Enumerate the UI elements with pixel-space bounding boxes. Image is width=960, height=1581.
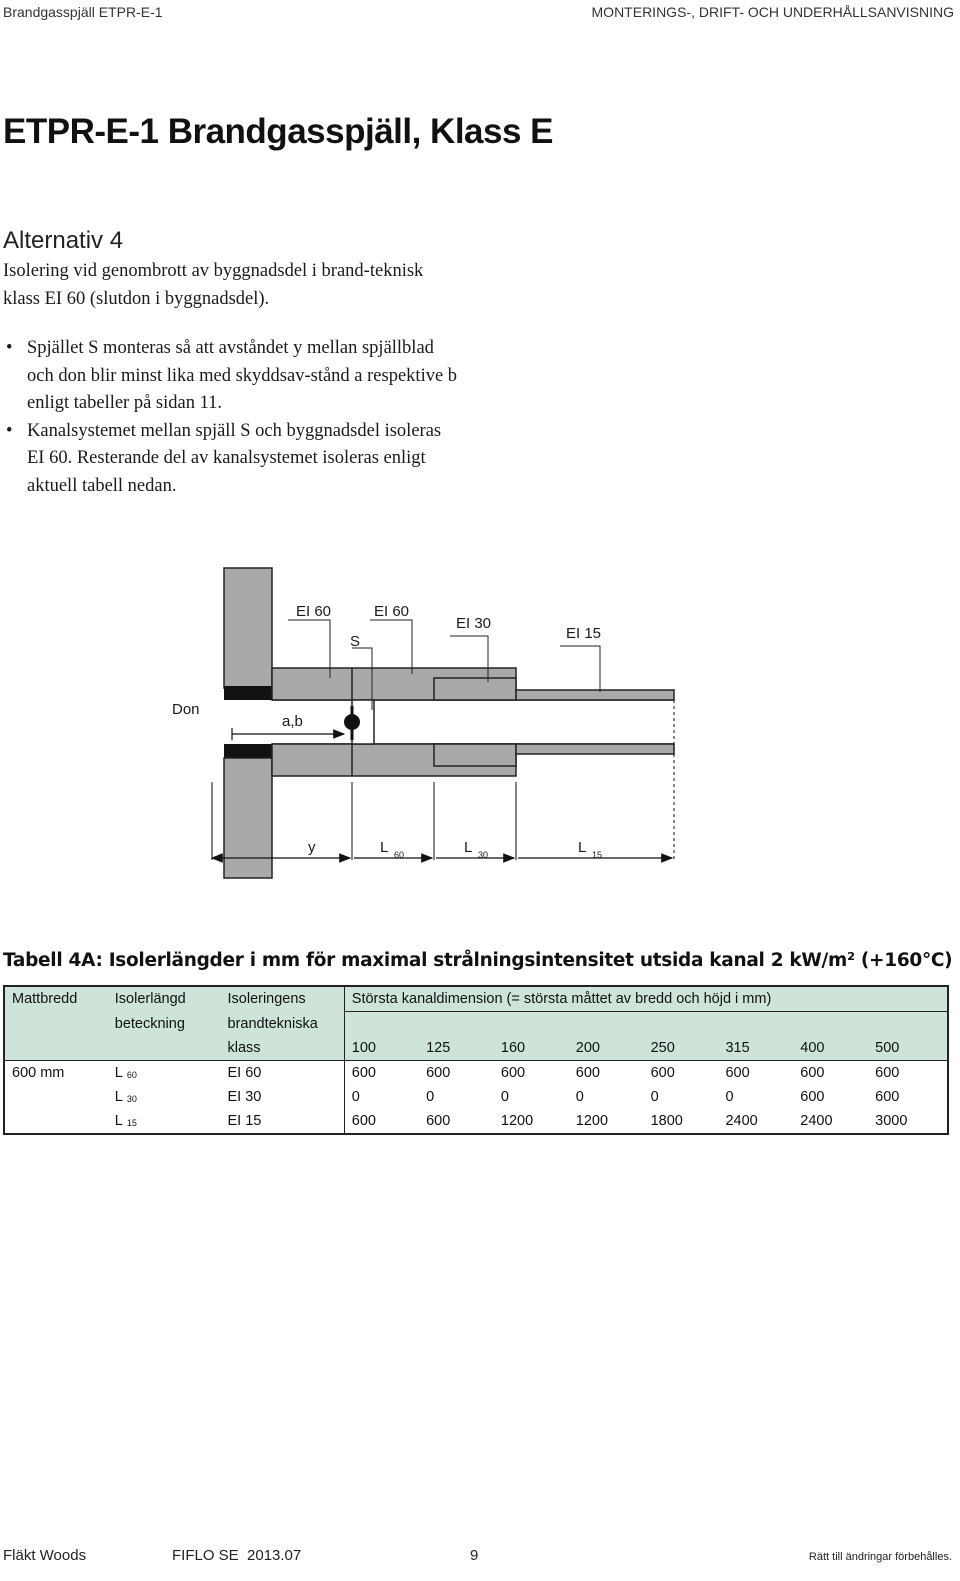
label-damper-s: S (350, 633, 361, 650)
header-dimension-label: Största kanaldimension (= största måttet av bredd och höjd i mm) (344, 986, 948, 1012)
cell-value: 600 (419, 1061, 494, 1086)
cell-value: 0 (650, 1089, 659, 1105)
cell-value: 600 (644, 1061, 719, 1086)
cell-value: 600 (718, 1061, 793, 1086)
dimension-header: 500 (868, 1036, 948, 1061)
label-l30: L (464, 839, 473, 856)
cell-value: 1200 (500, 1113, 534, 1129)
cell-value: 600 (569, 1061, 644, 1086)
header-doc-title: Brandgasspjäll ETPR-E-1 (3, 4, 163, 20)
instruction-item: • Spjället S monteras så att avståndet y mellan spjällblad och don blir minst lika med skyddsav-stånd a respektive b enligt tabeller på sidan 11. (3, 335, 463, 418)
cell-designation: L 60 (108, 1061, 221, 1086)
page-title: ETPR-E-1 Brandgasspjäll, Klass E (3, 112, 554, 151)
insulation-ei30 (434, 678, 516, 700)
cell-class: EI 60 (221, 1061, 345, 1086)
header-brandtekniska: brandtekniska (221, 1012, 345, 1037)
table-row (4, 1109, 948, 1134)
table-row (4, 1085, 948, 1109)
table-caption: Tabell 4A: Isolerlängder i mm för maximal strålningsintensitet utsida kanal 2 kW/m² (+160°C) (3, 950, 953, 971)
cell-value: 600 (494, 1061, 569, 1086)
cell-class: EI 15 (227, 1113, 262, 1129)
wall-lower (224, 758, 272, 878)
cell-value: 600 (800, 1089, 825, 1105)
wall-upper (224, 568, 272, 688)
dimension-header: 250 (644, 1036, 719, 1061)
table-header-row (4, 1036, 948, 1061)
cell-value: 3000 (875, 1113, 908, 1129)
label-l60-sub: 60 (394, 850, 405, 860)
label-ei60-first: EI 60 (296, 603, 332, 620)
footer-company: Fläkt Woods (3, 1547, 87, 1564)
cell-width: 600 mm (4, 1061, 108, 1086)
cell-value: 2400 (725, 1113, 758, 1129)
cell-value: 0 (344, 1085, 419, 1109)
dimension-header: 160 (494, 1036, 569, 1061)
cell-value: 600 (868, 1061, 948, 1086)
label-ei15: EI 15 (566, 625, 602, 642)
label-l60: L (380, 839, 389, 856)
footer-doc-code: FIFLO SE 2013.07 (172, 1547, 302, 1564)
label-l30-sub: 30 (478, 850, 489, 860)
footer-rights: Rätt till ändringar förbehålles. (808, 1551, 952, 1563)
alternative-intro: Isolering vid genombrott av byggnadsdel i brand-teknisk klass EI 60 (slutdon i byggnadsdel). (3, 261, 424, 309)
cell-value: 600 (793, 1061, 868, 1086)
dimension-header: 100 (344, 1036, 419, 1061)
alternative-heading: Alternativ 4 (3, 227, 124, 254)
cell-value: 600 (875, 1089, 900, 1105)
label-y: y (308, 839, 316, 856)
cell-designation: L 30 (114, 1089, 137, 1105)
wall-seal-top (224, 686, 272, 700)
dimension-header: 400 (793, 1036, 868, 1061)
cell-value: 0 (500, 1089, 509, 1105)
header-isolerlangd: Isolerlängd (108, 986, 221, 1012)
header-klass: klass (221, 1036, 345, 1061)
cell-width (4, 1085, 108, 1109)
label-ab: a,b (282, 713, 303, 730)
cell-value: 0 (575, 1089, 584, 1105)
table-row (4, 1061, 948, 1086)
cell-designation: L 15 (114, 1113, 137, 1129)
cell-value: 600 (426, 1113, 451, 1129)
label-don: Don (172, 701, 200, 718)
label-ei60-second: EI 60 (374, 603, 410, 620)
cell-class: EI 30 (227, 1089, 262, 1105)
table-header-row (4, 986, 948, 1012)
header-section-title: MONTERINGS-, DRIFT- OCH UNDERHÅLLSANVISNING (591, 4, 954, 20)
cell-value: 600 (344, 1061, 419, 1086)
insulation-length-table (3, 985, 949, 1135)
label-l15: L (578, 839, 587, 856)
header-isoleringens: Isoleringens (221, 986, 345, 1012)
header-mattbredd: Mattbredd (4, 986, 108, 1012)
insulation-ei15-bottom (516, 744, 674, 754)
installation-diagram (0, 560, 960, 890)
cell-value: 2400 (800, 1113, 833, 1129)
dimension-header: 315 (718, 1036, 793, 1061)
label-ei30: EI 30 (456, 615, 492, 632)
cell-value: 1200 (575, 1113, 609, 1129)
footer-page-number: 9 (470, 1547, 479, 1564)
insulation-ei15 (516, 690, 674, 700)
dimension-header: 200 (569, 1036, 644, 1061)
instruction-list (3, 335, 463, 500)
dimension-header: 125 (419, 1036, 494, 1061)
cell-value: 600 (344, 1109, 419, 1134)
cell-value: 1800 (650, 1113, 683, 1129)
wall-seal-bottom (224, 744, 272, 758)
cell-width (4, 1109, 108, 1134)
header-beteckning: beteckning (108, 1012, 221, 1037)
label-l15-sub: 15 (592, 850, 603, 860)
cell-value: 0 (725, 1089, 734, 1105)
instruction-item: • Kanalsystemet mellan spjäll S och byggnadsdel isoleras EI 60. Resterande del av kanalsystemet isoleras enligt aktuell tabell nedan. (3, 418, 463, 501)
insulation-ei30-bottom (434, 744, 516, 766)
table-header-row (4, 1012, 948, 1037)
cell-value: 0 (426, 1089, 435, 1105)
